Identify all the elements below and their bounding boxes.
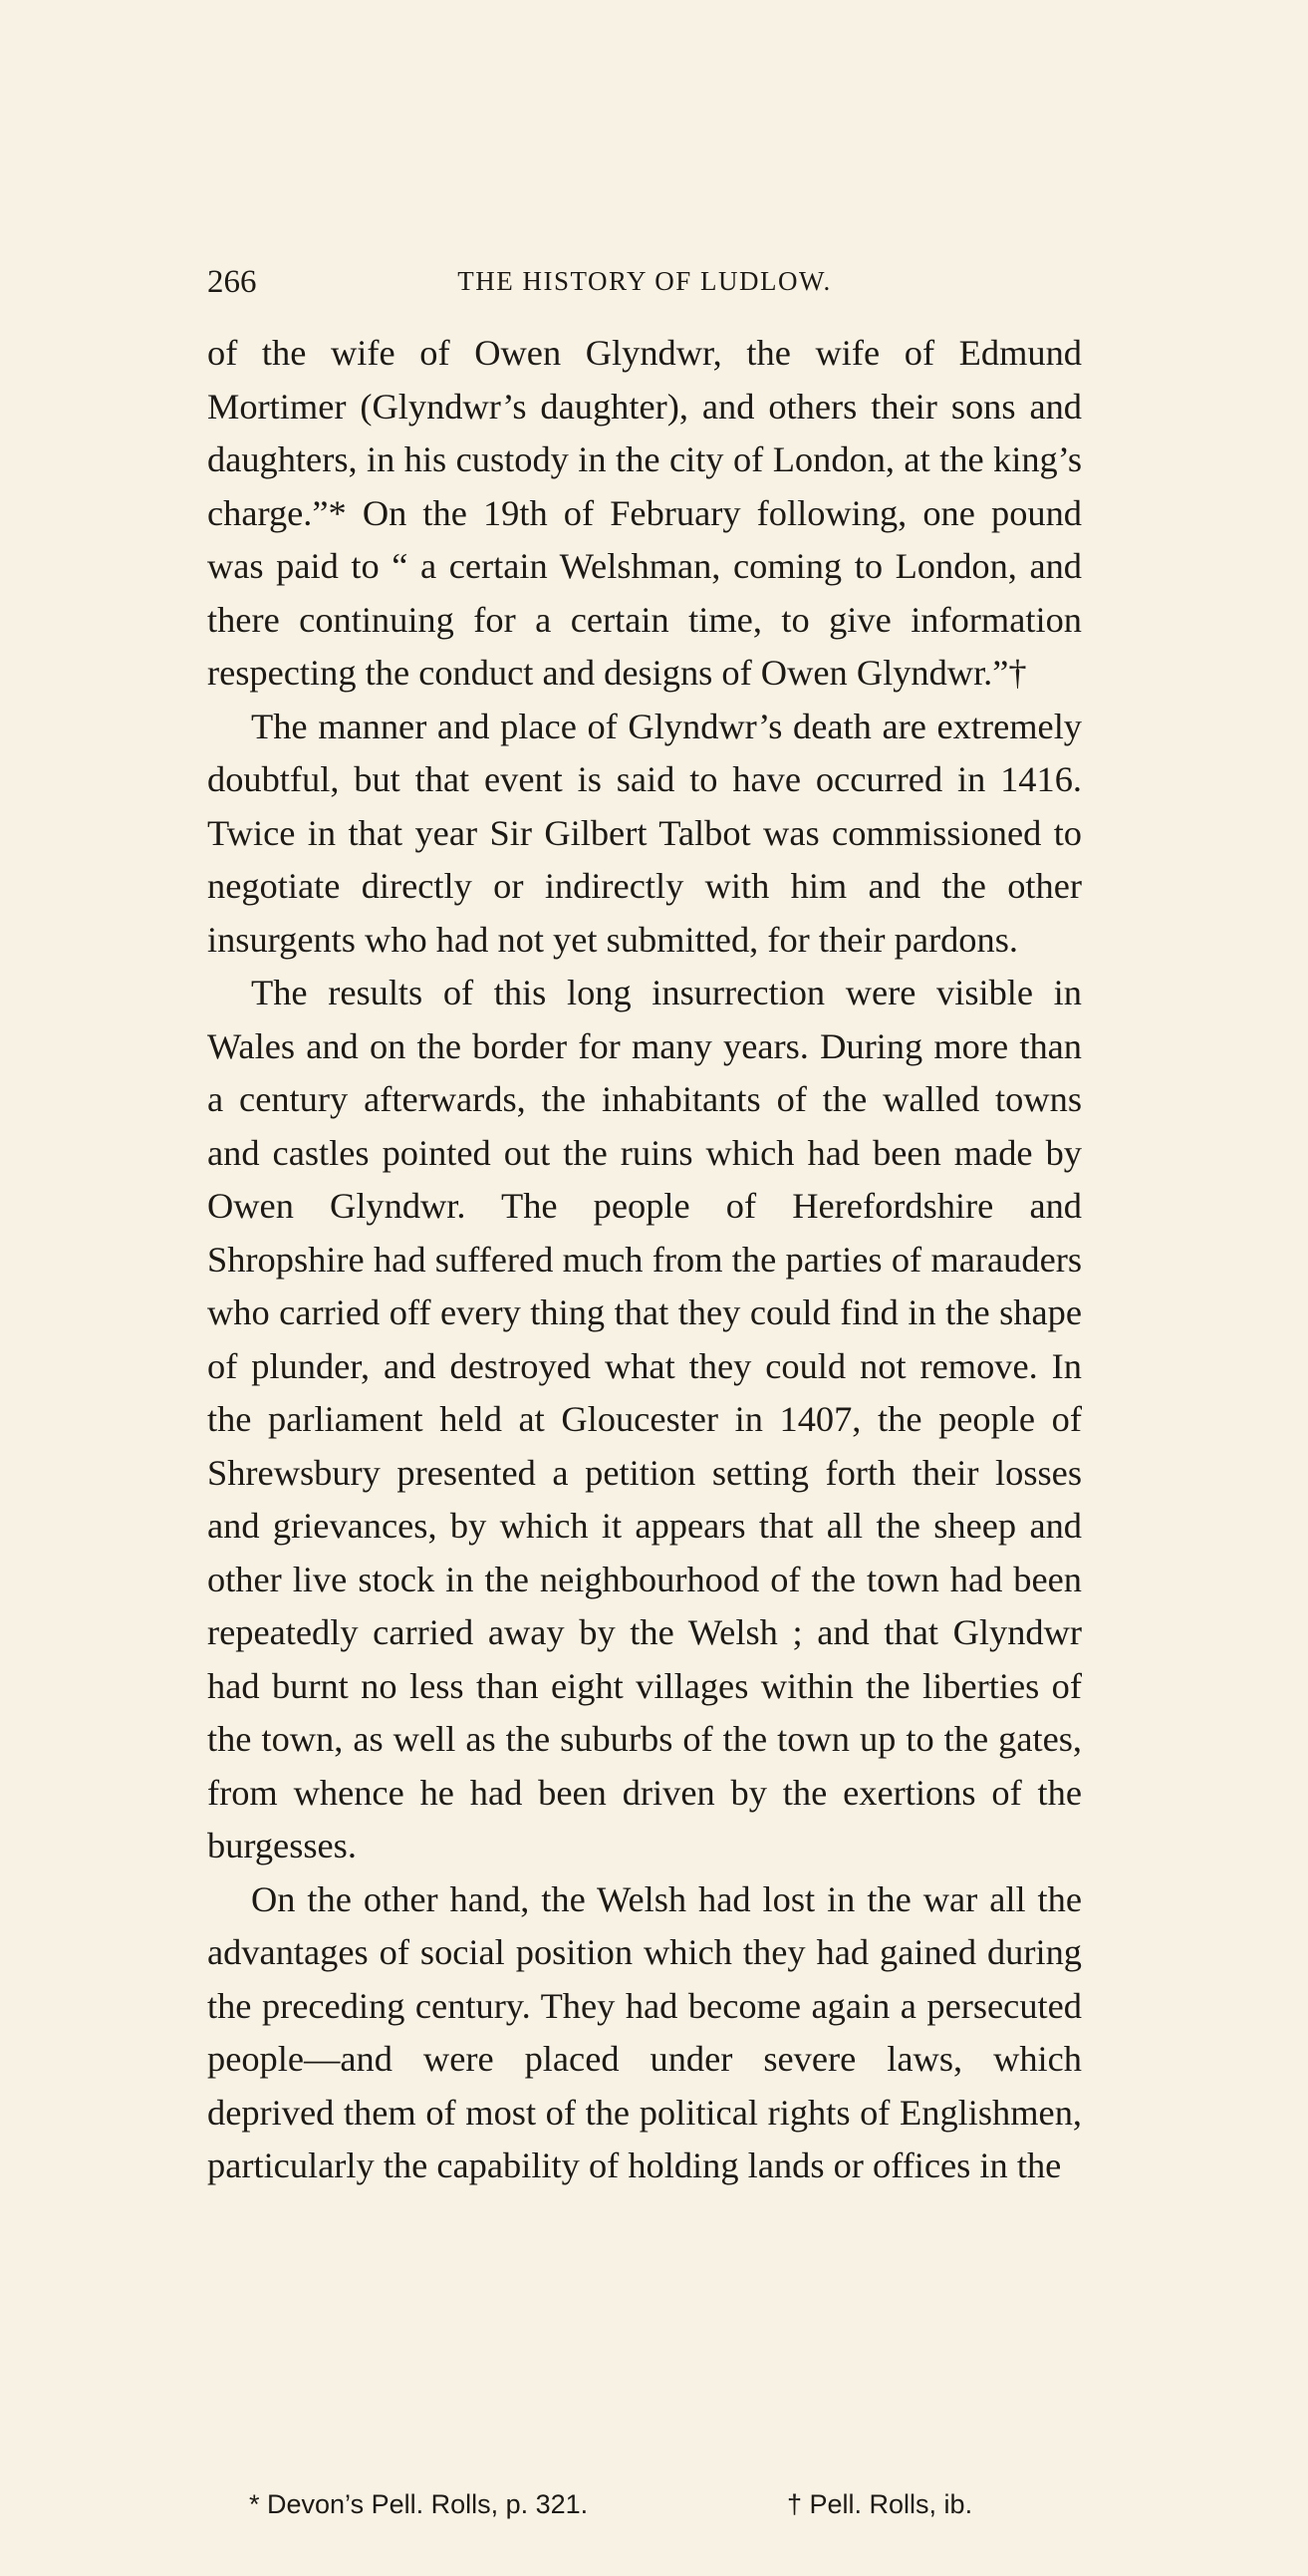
footnote-2: † Pell. Rolls, ib. [787, 2489, 973, 2519]
body-text [207, 327, 1082, 2193]
paragraph-1: of the wife of Owen Glyndwr, the wife of Edmund Mortimer (Glyndwr’s daughter), and others their sons and daughters, in his custody in the city of London, at the king’s charge.”* On the 19th of February following, one pound was paid to “ a certain Welshman, coming to London, and there continuing for a certain time, to give information respecting the conduct and designs of Owen Glyndwr.”† [207, 333, 1082, 693]
page-number: 266 [207, 264, 257, 300]
footnote-1: * Devon’s Pell. Rolls, p. 321. [249, 2489, 589, 2519]
paragraph-3: The results of this long insurrection were visible in Wales and on the border for many years. During more than a century afterwards, the inhabitants of the walled towns and castles pointed out the ruins which had been made by Owen Glyndwr. The people of Herefordshire and Shropshire had suffered much from the parties of marauders who carried off every thing that they could find in the shape of plunder, and destroyed what they could not remove. In the parliament held at Gloucester in 1407, the people of Shrewsbury presented a petition setting forth their losses and grievances, by which it appears that all the sheep and other live stock in the neighbourhood of the town had been repeatedly carried away by the Welsh ; and that Glyndwr had burnt no less than eight villages within the liberties of the town, as well as the suburbs of the town up to the gates, from whence he had been driven by the exertions of the burgesses. [207, 973, 1082, 1865]
paragraph-2: The manner and place of Glyndwr’s death are extremely doubtful, but that event is said to have occurred in 1416. Twice in that year Sir Gilbert Talbot was commissioned to negotiate directly or indirectly with him and the other insurgents who had not yet submitted, for their pardons. [207, 706, 1082, 960]
running-title: THE HISTORY OF LUDLOW. [457, 266, 832, 296]
paragraph-4: On the other hand, the Welsh had lost in the war all the advantages of social position which they had gained during the preceding century. They had become again a persecuted people—and were placed under severe laws, which deprived them of most of the political rights of Englishmen, particularly the capability of holding lands or offices in the [207, 1878, 1082, 2185]
page-header [207, 264, 1082, 314]
